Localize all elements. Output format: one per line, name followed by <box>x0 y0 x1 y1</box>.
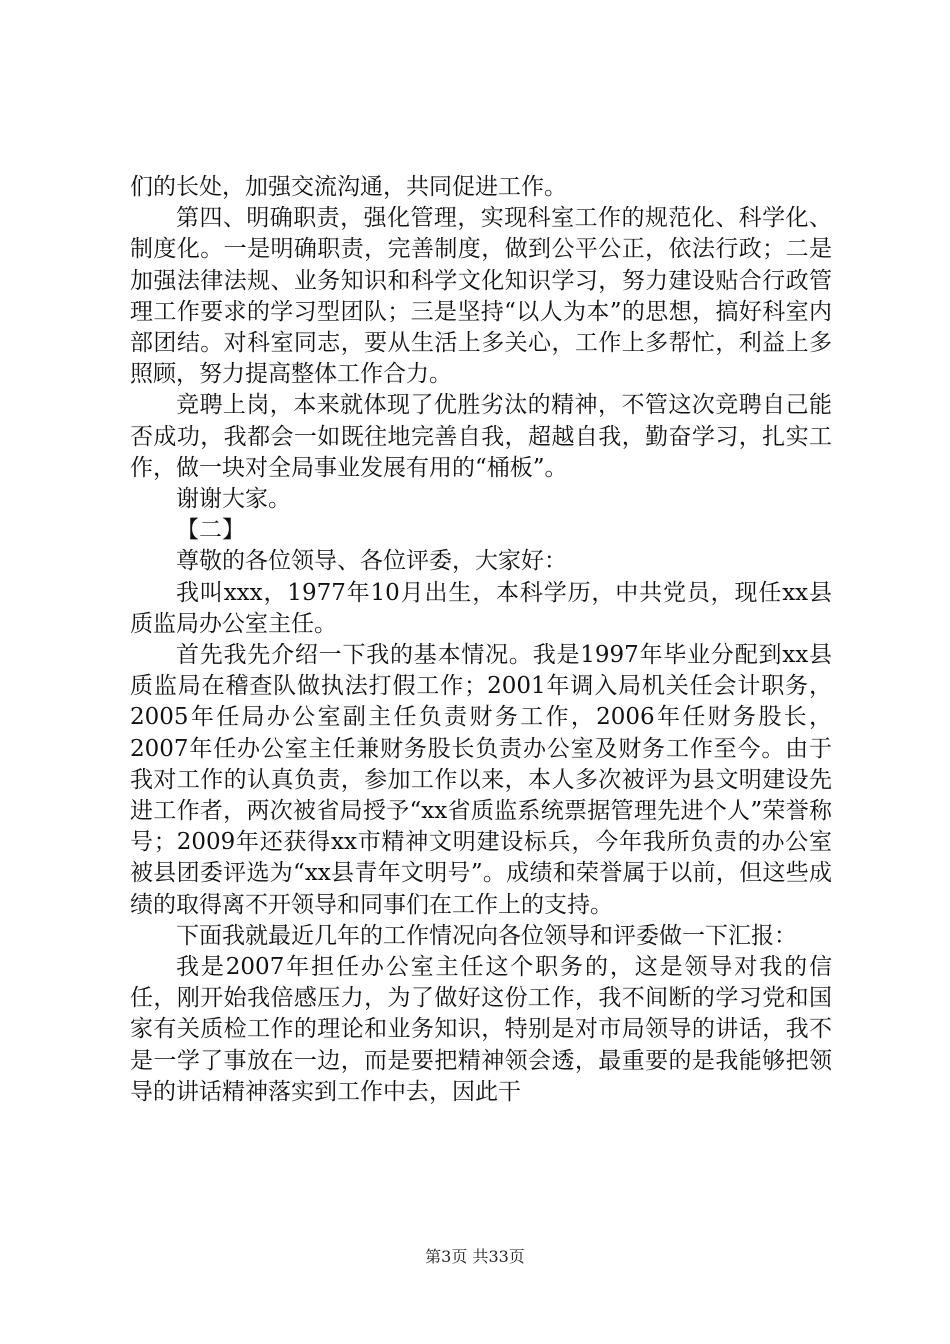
section-heading-two: 【二】 <box>176 517 245 544</box>
paragraph-fourth-point: 第四、明确职责，强化管理，实现科室工作的规范化、科学化、制度化。一是明确职责，完善制度，做到公平公正，依法行政；二是加强法律法规、业务知识和科学文化知识学习，努力建设贴合行政管理工作要求的学习型团队；三是坚持“以人为本”的思想，搞好科室内部团结。对科室同志，要从生活上多关心，工作上多帮忙，利益上多照顾，努力提高整体工作合力。 <box>130 205 832 388</box>
paragraph-continued: 们的长处，加强交流沟通，共同促进工作。 <box>130 174 567 200</box>
paragraph-closing: 竞聘上岗，本来就体现了优胜劣汰的精神，不管这次竞聘自己能否成功，我都会一如既往地完善自我，超越自我，勤奋学习，扎实工作，做一块对全局事业发展有用的“桶板”。 <box>130 392 832 481</box>
paragraph-thanks: 谢谢大家。 <box>176 486 291 513</box>
paragraph-greeting: 尊敬的各位领导、各位评委，大家好： <box>176 548 567 575</box>
paragraph-report-intro: 下面我就最近几年的工作情况向各位领导和评委做一下汇报： <box>176 922 797 949</box>
body-text <box>130 172 832 1108</box>
page-number-footer: 第3页 共33页 <box>425 1247 525 1266</box>
paragraph-background: 首先我先介绍一下我的基本情况。我是1997年毕业分配到xx县质监局在稽查队做执法打假工作；2001年调入局机关任会计职务，2005年任局办公室副主任负责财务工作，2006年任财务股长，2007年任办公室主任兼财务股长负责办公室及财务工作至今。由于我对工作的认真负责，参加工作以来，本人多次被评为县文明建设先进工作者，两次被省局授予“xx省质监系统票据管理先进个人”荣誉称号；2009年还获得xx市精神文明建设标兵，今年我所负责的办公室被县团委评选为“xx县青年文明号”。成绩和荣誉属于以前，但这些成绩的取得离不开领导和同事们在工作上的支持。 <box>130 642 832 918</box>
paragraph-work-report: 我是2007年担任办公室主任这个职务的，这是领导对我的信任，刚开始我倍感压力，为了做好这份工作，我不间断的学习党和国家有关质检工作的理论和业务知识，特别是对市局领导的讲话，我不是一学了事放在一边，而是要把精神领会透，最重要的是我能够把领导的讲话精神落实到工作中去，因此干 <box>130 954 832 1105</box>
paragraph-intro: 我叫xxx，1977年10月出生，本科学历，中共党员，现任xx县质监局办公室主任。 <box>130 579 832 637</box>
